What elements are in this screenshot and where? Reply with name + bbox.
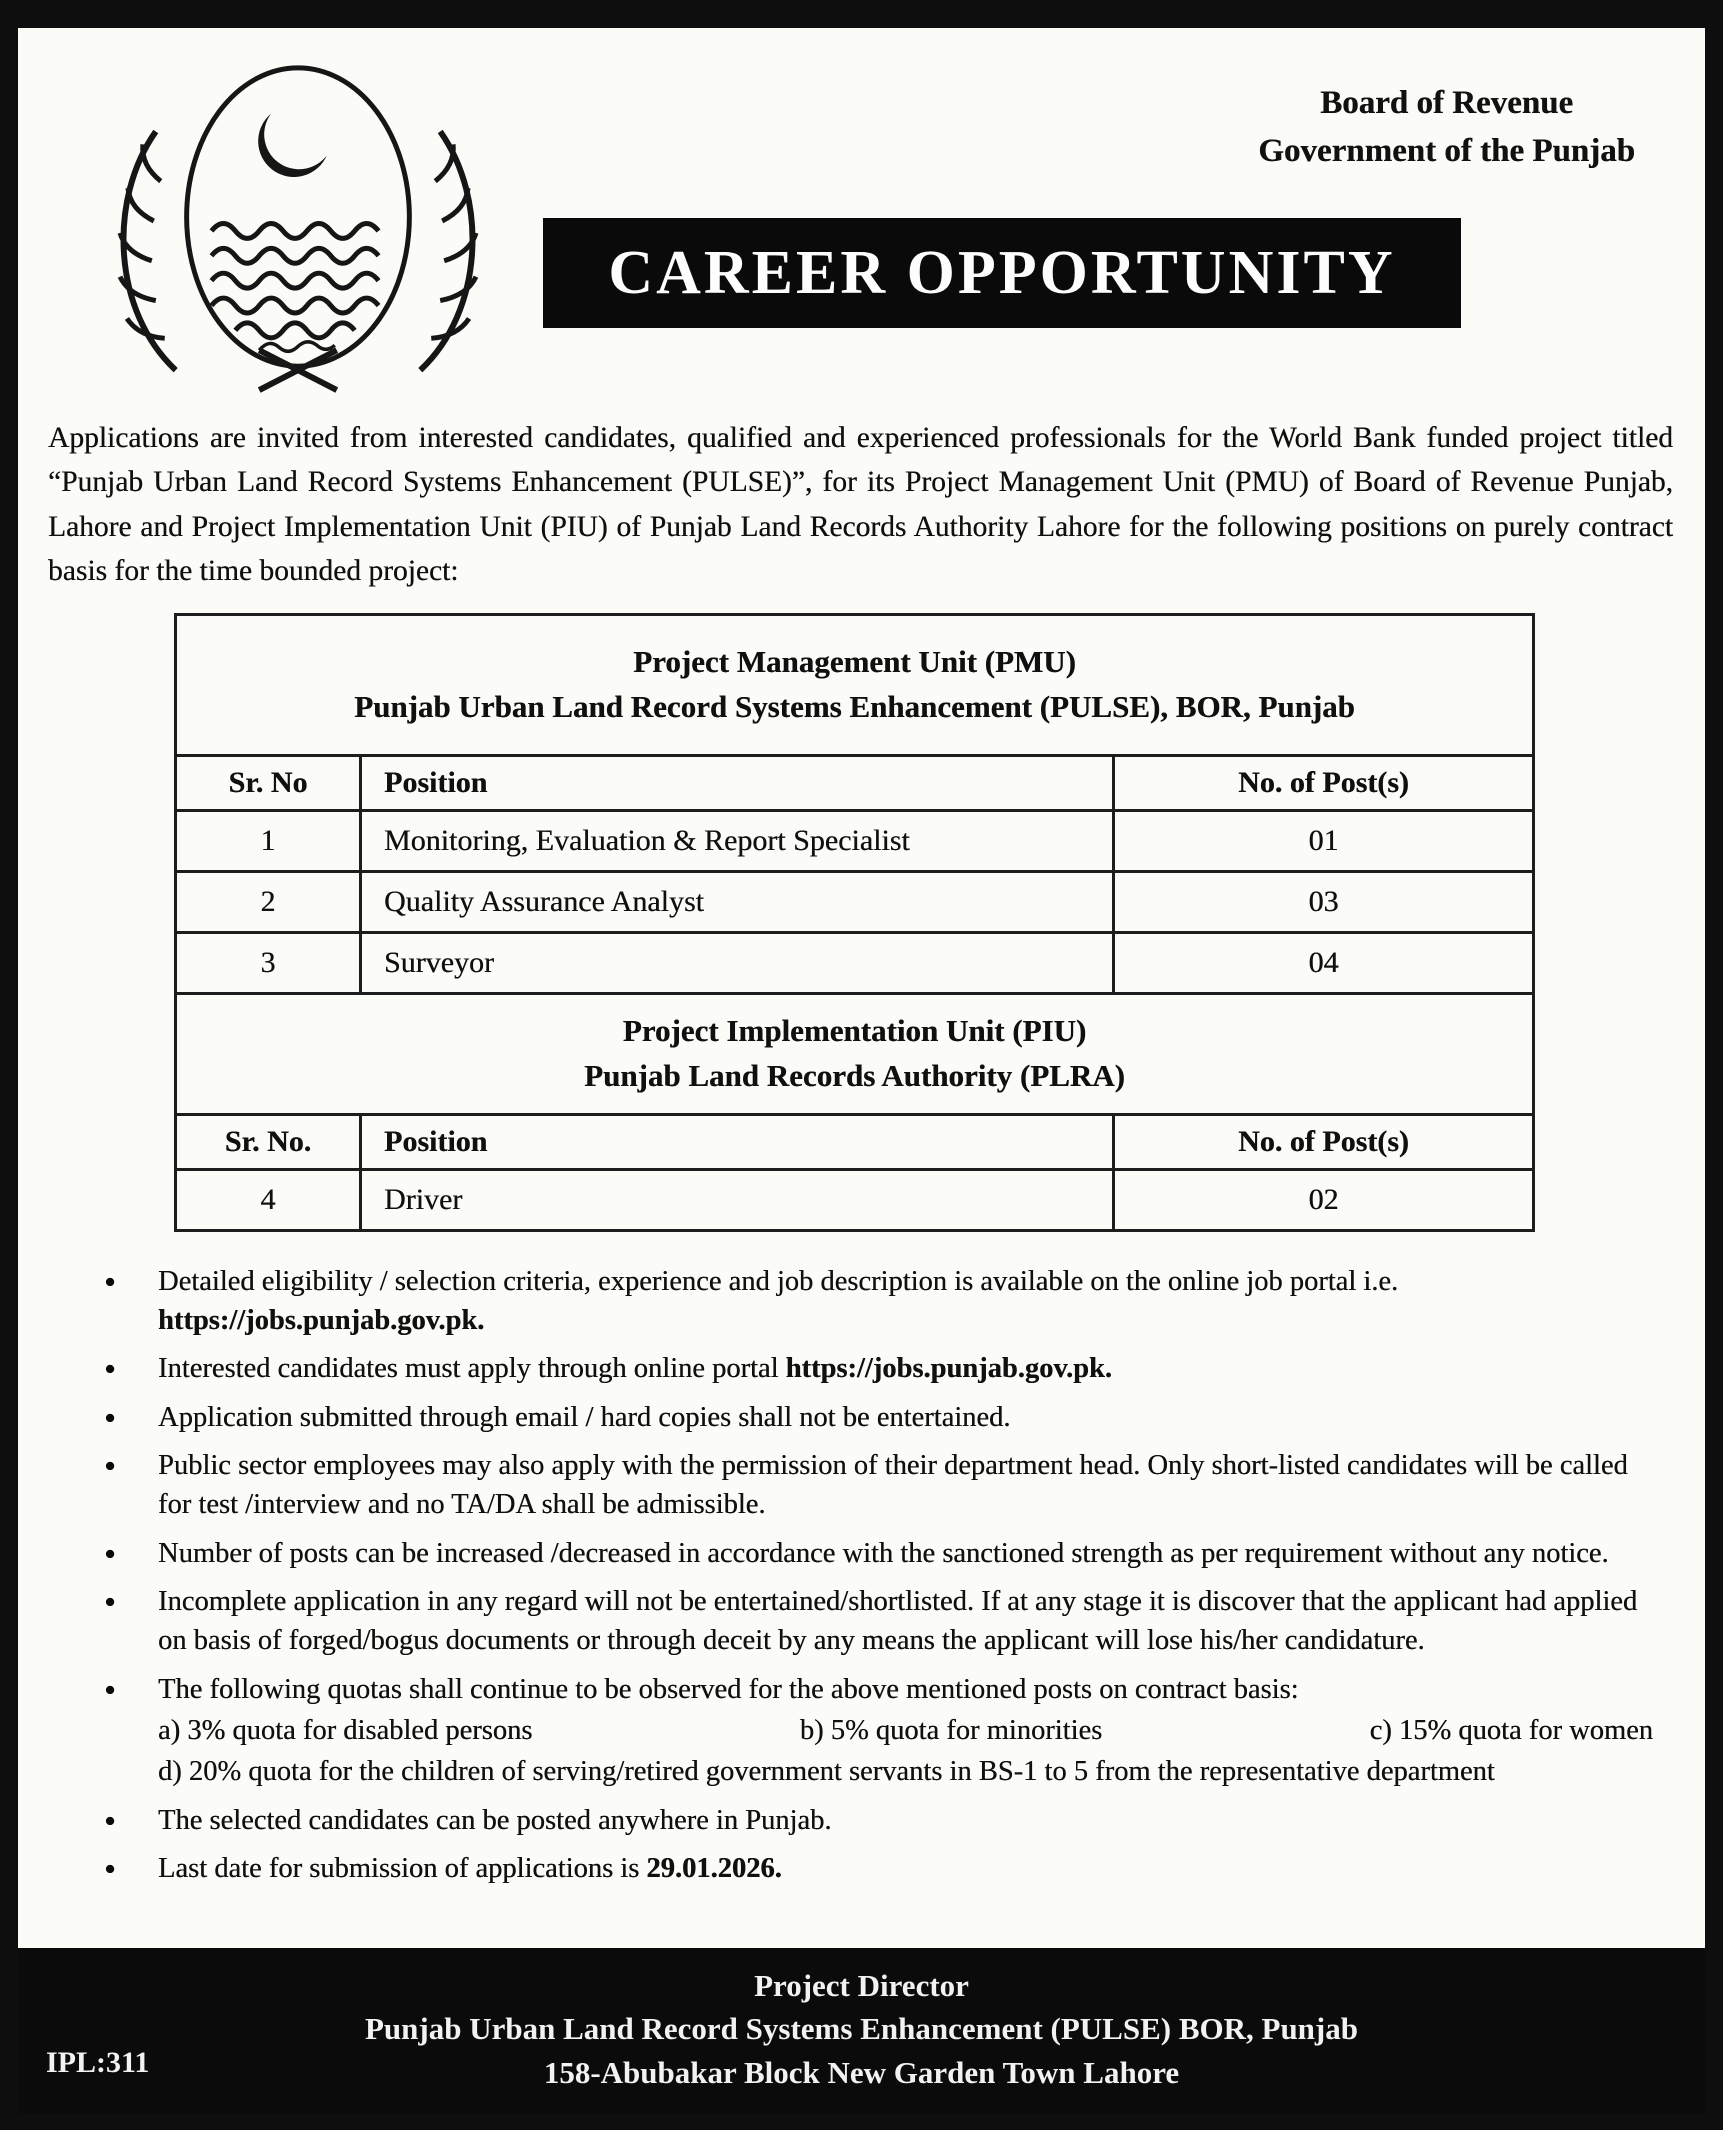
- bullet-text: Detailed eligibility / selection criteria, experience and job description is available on the online job portal i.e.: [158, 1265, 1399, 1297]
- bullet-item-quotas: [18, 1670, 1653, 1792]
- positions-table: [174, 613, 1535, 1232]
- column-header-position: Position: [361, 755, 1114, 810]
- bullet-text: Public sector employees may also apply with the permission of their department head. Only short-listed candidates will be called for test /interview and no TA/DA shall be admissible.: [158, 1450, 1628, 1521]
- piu-section-header-row: [176, 993, 1534, 1114]
- org-name-line1: Board of Revenue: [1320, 85, 1574, 121]
- bullet-item-posts-increase: [18, 1534, 1653, 1573]
- bullet-item-posting: [18, 1801, 1653, 1840]
- cell-sr-no: 3: [176, 932, 361, 993]
- quota-children: d) 20% quota for the children of serving/retired government servants in BS-1 to 5 from the representative department: [158, 1756, 1495, 1788]
- bullet-text: The selected candidates can be posted anywhere in Punjab.: [158, 1804, 832, 1836]
- intro-paragraph: Applications are invited from interested candidates, qualified and experienced professionals for the World Bank funded project titled “Punjab Urban Land Record Systems Enhancement (PULSE)”, for its Project Management Unit (PMU) of Board of Revenue Punjab, Lahore and Project Implementation Unit (PIU) of Punjab Land Records Authority Lahore for the following positions on purely contract basis for the time bounded project:: [48, 422, 1673, 587]
- piu-title-line2: Punjab Land Records Authority (PLRA): [584, 1057, 1125, 1093]
- cell-position: Quality Assurance Analyst: [361, 871, 1114, 932]
- notes-bullet-list: [18, 1262, 1653, 1898]
- table-row: [176, 932, 1534, 993]
- ipl-number: IPL:311: [46, 2046, 150, 2079]
- punjab-government-crest-icon: [63, 40, 533, 398]
- bullet-text: Application submitted through email / hard copies shall not be entertained.: [158, 1401, 1011, 1433]
- pmu-section-header-row: [176, 615, 1534, 756]
- bullet-text: Incomplete application in any regard will not be entertained/shortlisted. If at any stage it is discover that the applicant had applied on basis of forged/bogus documents or through deceit by any means the applicant will lose his/her candidature.: [158, 1586, 1638, 1657]
- bullet-item-eligibility: [18, 1262, 1653, 1341]
- bullet-item-apply-online: [18, 1349, 1653, 1388]
- quota-minorities: b) 5% quota for minorities: [799, 1715, 1103, 1747]
- cell-posts: 01: [1114, 810, 1534, 871]
- cell-position: Monitoring, Evaluation & Report Specialist: [361, 810, 1114, 871]
- quota-row-abc: [158, 1711, 1653, 1750]
- ad-sheet: [18, 28, 1705, 2114]
- table-row: [176, 810, 1534, 871]
- bullet-item-last-date: [18, 1849, 1653, 1888]
- org-name-line2: Government of the Punjab: [1258, 132, 1635, 169]
- column-header-position: Position: [361, 1114, 1114, 1169]
- cell-posts: 04: [1114, 932, 1534, 993]
- cell-sr-no: 2: [176, 871, 361, 932]
- cell-sr-no: 1: [176, 810, 361, 871]
- footer-line-address: 158-Abubakar Block New Garden Town Lahore: [543, 2054, 1180, 2090]
- bullet-item-no-email: [18, 1398, 1653, 1437]
- table-row: [176, 871, 1534, 932]
- piu-title-line1: Project Implementation Unit (PIU): [622, 1012, 1087, 1048]
- bullet-text: Last date for submission of applications is: [158, 1853, 647, 1885]
- quota-women: c) 15% quota for women: [1369, 1715, 1653, 1747]
- bullet-text: Number of posts can be increased /decreased in accordance with the sanctioned strength as per requirement without any notice.: [158, 1537, 1609, 1569]
- cell-position: Surveyor: [361, 932, 1114, 993]
- footer-line-director: Project Director: [754, 1967, 969, 2003]
- cell-posts: 02: [1114, 1169, 1534, 1230]
- column-header-sr-no: Sr. No: [176, 755, 361, 810]
- piu-section-header: [176, 993, 1534, 1114]
- column-header-posts: No. of Post(s): [1114, 1114, 1534, 1169]
- career-opportunity-banner: CAREER OPPORTUNITY: [543, 218, 1461, 328]
- column-header-posts: No. of Post(s): [1114, 755, 1534, 810]
- pmu-title-line1: Project Management Unit (PMU): [633, 644, 1076, 679]
- ad-header: [18, 28, 1705, 410]
- quota-disabled: a) 3% quota for disabled persons: [158, 1715, 533, 1747]
- footer-line-project: Punjab Urban Land Record Systems Enhancement (PULSE) BOR, Punjab: [365, 2011, 1358, 2047]
- bullet-item-incomplete-application: [18, 1582, 1653, 1661]
- job-portal-url: https://jobs.punjab.gov.pk.: [158, 1305, 485, 1337]
- column-header-row: [176, 1114, 1534, 1169]
- bullet-item-public-sector: [18, 1446, 1653, 1525]
- cell-position: Driver: [361, 1169, 1114, 1230]
- pmu-section-header: [176, 615, 1534, 756]
- column-header-row: [176, 755, 1534, 810]
- bullet-text: The following quotas shall continue to be observed for the above mentioned posts on contract basis:: [158, 1673, 1299, 1705]
- pmu-title-line2: Punjab Urban Land Record Systems Enhancement (PULSE), BOR, Punjab: [354, 688, 1355, 724]
- job-portal-url: https://jobs.punjab.gov.pk.: [785, 1353, 1112, 1385]
- last-date-value: 29.01.2026.: [646, 1853, 782, 1885]
- column-header-sr-no: Sr. No.: [176, 1114, 361, 1169]
- table-row: [176, 1169, 1534, 1230]
- ad-footer: [18, 1948, 1705, 2114]
- org-name-block: [1258, 80, 1635, 176]
- cell-sr-no: 4: [176, 1169, 361, 1230]
- cell-posts: 03: [1114, 871, 1534, 932]
- bullet-text: Interested candidates must apply through online portal: [158, 1353, 786, 1385]
